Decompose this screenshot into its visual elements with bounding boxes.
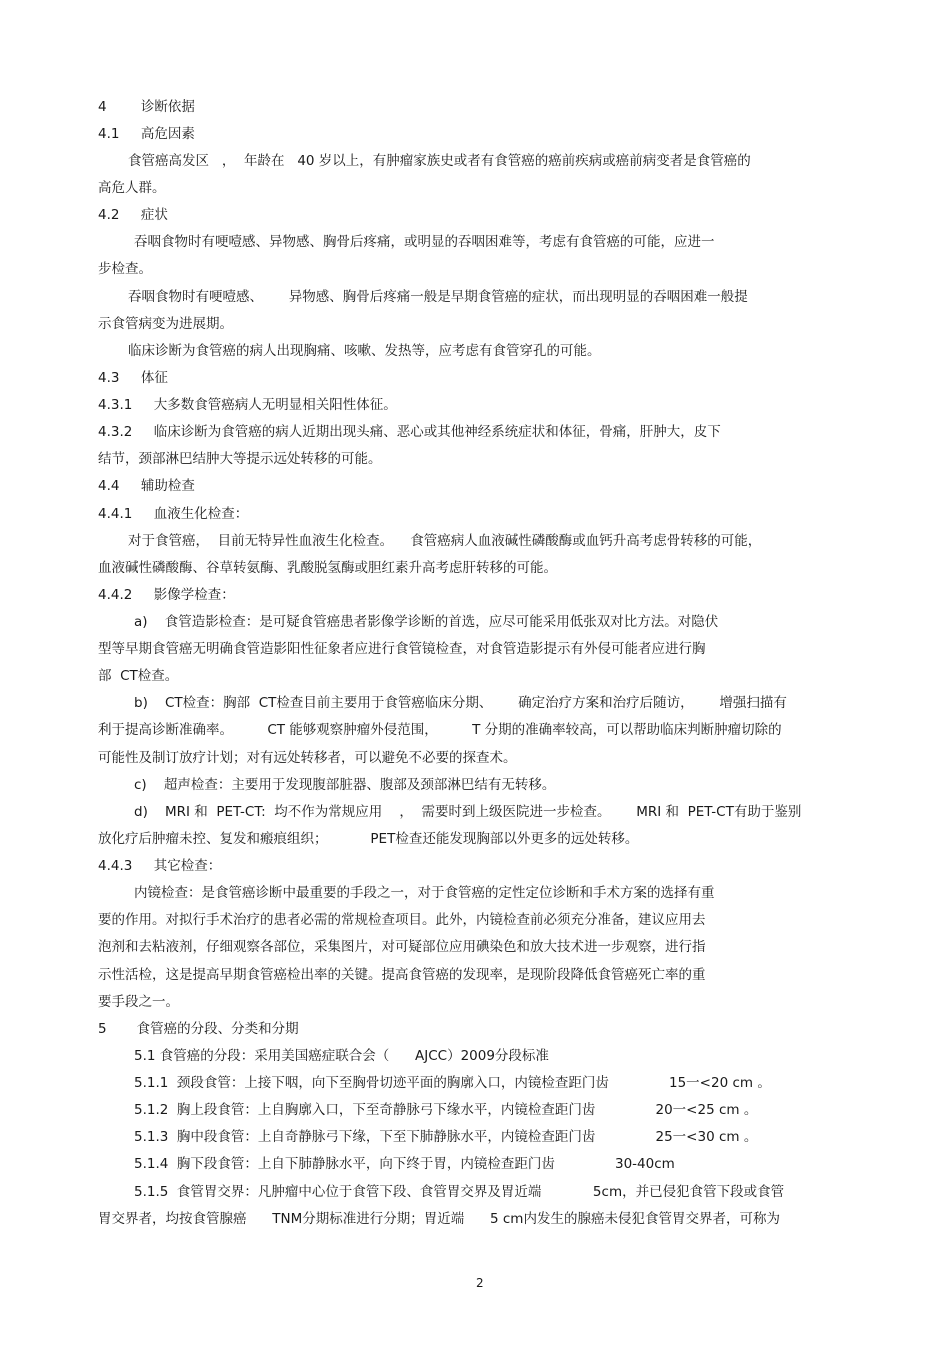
paragraph-line: 要手段之一。 [98,994,179,1010]
page-number: 2 [476,1276,484,1290]
paragraph-line: 高危人群。 [98,180,166,196]
paragraph-line: 可能性及制订放疗计划；对有远处转移者，可以避免不必要的探查术。 [98,750,517,766]
section-heading: 5 食管癌的分段、分类和分期 [98,1021,299,1037]
paragraph-line: 示食管病变为进展期。 [98,316,233,332]
paragraph-line: d) MRI 和 PET-CT: 均不作为常规应用 ， 需要时到上级医院进一步检查。 MRI 和 PET-CT有助于鉴别 [134,804,802,820]
paragraph-line: 步检查。 [98,261,152,277]
paragraph-line: 5.1.1 颈段食管：上接下咽，向下至胸骨切迹平面的胸廓入口，内镜检查距门齿 15一<20 cm 。 [134,1075,771,1091]
paragraph-line: 食管癌高发区 ， 年龄在 40 岁以上，有肿瘤家族史或者有食管癌的癌前疾病或癌前病变者是食管癌的 [128,153,751,169]
paragraph-line: c) 超声检查：主要用于发现腹部脏器、腹部及颈部淋巴结有无转移。 [134,777,556,793]
paragraph-line: 5.1.4 胸下段食管：上自下肺静脉水平，向下终于胃，内镜检查距门齿 30-40cm [134,1156,675,1172]
paragraph-line: 示性活检，这是提高早期食管癌检出率的关键。提高食管癌的发现率，是现阶段降低食管癌死亡率的重 [98,967,706,983]
paragraph-line: 型等早期食管癌无明确食管造影阳性征象者应进行食管镜检查，对食管造影提示有外侵可能者应进行胸 [98,641,706,657]
subsection-heading: 4.4.3 其它检查： [98,858,222,874]
paragraph-line: 利于提高诊断准确率。 CT 能够观察肿瘤外侵范围， T 分期的准确率较高，可以帮助临床判断肿瘤切除的 [98,722,782,738]
paragraph-line: 要的作用。对拟行手术治疗的患者必需的常规检查项目。此外，内镜检查前必须充分准备，建议应用去 [98,912,706,928]
paragraph-line: 放化疗后肿瘤未控、复发和瘢痕组织； PET检查还能发现胸部以外更多的远处转移。 [98,831,639,847]
subsection-heading: 4.4.1 血液生化检查： [98,506,249,522]
section-heading: 4 诊断依据 [98,99,195,115]
subsection-heading: 4.2 症状 [98,207,168,223]
subsection-heading: 4.4.2 影像学检查： [98,587,235,603]
paragraph-line: 吞咽食物时有哽噎感、异物感、胸骨后疼痛，或明显的吞咽困难等，考虑有食管癌的可能，应进一 [134,234,715,250]
paragraph-line: 5.1.5 食管胃交界：凡肿瘤中心位于食管下段、食管胃交界及胃近端 5cm，并已侵犯食管下段或食管 [134,1184,785,1200]
paragraph-line: 结节，颈部淋巴结肿大等提示远处转移的可能。 [98,451,382,467]
paragraph-line: 血液碱性磷酸酶、谷草转氨酶、乳酸脱氢酶或胆红素升高考虑肝转移的可能。 [98,560,557,576]
paragraph-line: 4.3.2 临床诊断为食管癌的病人近期出现头痛、恶心或其他神经系统症状和体征，骨痛，肝肿大，皮下 [98,424,721,440]
paragraph-line: 吞咽食物时有哽噎感、 异物感、胸骨后疼痛一般是早期食管癌的症状，而出现明显的吞咽困难一般提 [128,289,748,305]
subsection-heading: 4.4 辅助检查 [98,478,195,494]
paragraph-line: 临床诊断为食管癌的病人出现胸痛、咳嗽、发热等，应考虑有食管穿孔的可能。 [128,343,601,359]
paragraph-line: 5.1.3 胸中段食管：上自奇静脉弓下缘，下至下肺静脉水平，内镜检查距门齿 25一<30 cm 。 [134,1129,758,1145]
subsection-heading: 4.3 体征 [98,370,168,386]
paragraph-line: 4.3.1 大多数食管癌病人无明显相关阳性体征。 [98,397,397,413]
paragraph-line: a) 食管造影检查：是可疑食管癌患者影像学诊断的首选，应尽可能采用低张双对比方法。对隐伏 [134,614,719,630]
paragraph-line: b) CT检查：胸部 CT检查目前主要用于食管癌临床分期、 确定治疗方案和治疗后随访， 增强扫描有 [134,695,787,711]
paragraph-line: 对于食管癌， 目前无特异性血液生化检查。 食管癌病人血液碱性磷酸酶或血钙升高考虑骨转移的可能， [128,533,762,549]
paragraph-line: 泡剂和去粘液剂，仔细观察各部位，采集图片，对可疑部位应用碘染色和放大技术进一步观察，进行指 [98,939,706,955]
subsection-heading: 4.1 高危因素 [98,126,195,142]
paragraph-line: 内镜检查：是食管癌诊断中最重要的手段之一，对于食管癌的定性定位诊断和手术方案的选择有重 [134,885,715,901]
paragraph-line: 5.1 食管癌的分段：采用美国癌症联合会（ AJCC）2009分段标准 [134,1048,549,1064]
paragraph-line: 5.1.2 胸上段食管：上自胸廓入口，下至奇静脉弓下缘水平，内镜检查距门齿 20一<25 cm 。 [134,1102,758,1118]
paragraph-line: 胃交界者，均按食管腺癌 TNM分期标准进行分期；胃近端 5 cm内发生的腺癌未侵犯食管胃交界者，可称为 [98,1211,780,1227]
paragraph-line: 部 CT检查。 [98,668,179,684]
